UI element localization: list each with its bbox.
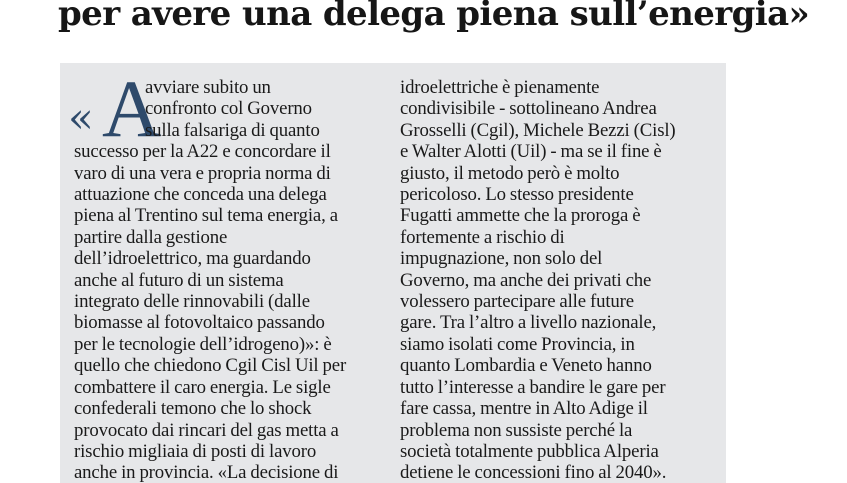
text-line: idroelettriche è pienamente: [400, 77, 600, 98]
text-line: siamo isolati come Provincia, in: [400, 333, 635, 355]
text-line: quello che chiedono Cgil Cisl Uil per: [74, 355, 347, 377]
article-column-left: [74, 77, 390, 483]
text-line: avviare subito un: [145, 77, 271, 98]
dropcap-letter: A: [102, 63, 162, 154]
text-line: e Walter Alotti (Uil) - ma se il fine è: [400, 141, 662, 163]
text-line: combattere il caro energia. Le sigle: [74, 376, 331, 398]
text-line: biomasse al fotovoltaico passando: [74, 312, 325, 334]
opening-guillemet: «: [68, 93, 94, 142]
text-line: confronto col Governo: [145, 98, 312, 120]
text-line: fortemente a rischio di: [400, 226, 565, 248]
text-line: rischio migliaia di posti di lavoro: [74, 440, 317, 462]
text-line: Grosselli (Cgil), Michele Bezzi (Cisl): [400, 119, 676, 141]
text-line: provocato dai rincari del gas metta a: [74, 419, 339, 441]
text-line: fare cassa, mentre in Alto Adige il: [400, 398, 648, 420]
text-line: anche al futuro di un sistema: [74, 269, 284, 291]
text-line: quanto Lombardia e Veneto hanno: [400, 355, 652, 377]
text-line: dell’idroelettrico, ma guardando: [74, 248, 311, 270]
text-line: giusto, il metodo però è molto: [400, 162, 620, 184]
text-line: per le tecnologie dell’idrogeno)»: è: [74, 333, 332, 355]
text-line: confederali temono che lo shock: [74, 398, 312, 420]
text-line: pericoloso. Lo stesso presidente: [400, 184, 634, 206]
text-line: tutto l’interesse a bandire le gare per: [400, 376, 666, 398]
text-line: piena al Trentino sul tema energia, a: [74, 205, 338, 227]
article-column-right: [400, 77, 710, 483]
text-line: partire dalla gestione: [74, 226, 228, 248]
text-line: condivisibile - sottolineano Andrea: [400, 98, 657, 120]
text-line: varo di una vera e propria norma di: [74, 162, 331, 184]
text-line: volessero partecipare alle future: [400, 291, 634, 313]
text-line: attuazione che conceda una delega: [74, 184, 327, 206]
text-line: integrato delle rinnovabili (dalle: [74, 291, 310, 313]
text-line: impugnazione, non solo del: [400, 248, 603, 270]
article-box: [60, 63, 726, 483]
text-line: Governo, ma anche dei privati che: [400, 269, 652, 291]
text-line: problema non sussiste perché la: [400, 419, 633, 441]
text-line: detiene le concessioni fino al 2040».: [400, 462, 667, 483]
text-line: sulla falsariga di quanto: [145, 119, 320, 141]
text-line: società totalmente pubblica Alperia: [400, 440, 659, 462]
text-line: gare. Tra l’altro a livello nazionale,: [400, 312, 657, 334]
text-line: anche in provincia. «La decisione di: [74, 462, 339, 483]
text-line: Fugatti ammette che la proroga è: [400, 205, 641, 227]
text-line: successo per la A22 e concordare il: [74, 141, 331, 163]
headline: per avere una delega piena sull’energia»: [58, 0, 810, 34]
